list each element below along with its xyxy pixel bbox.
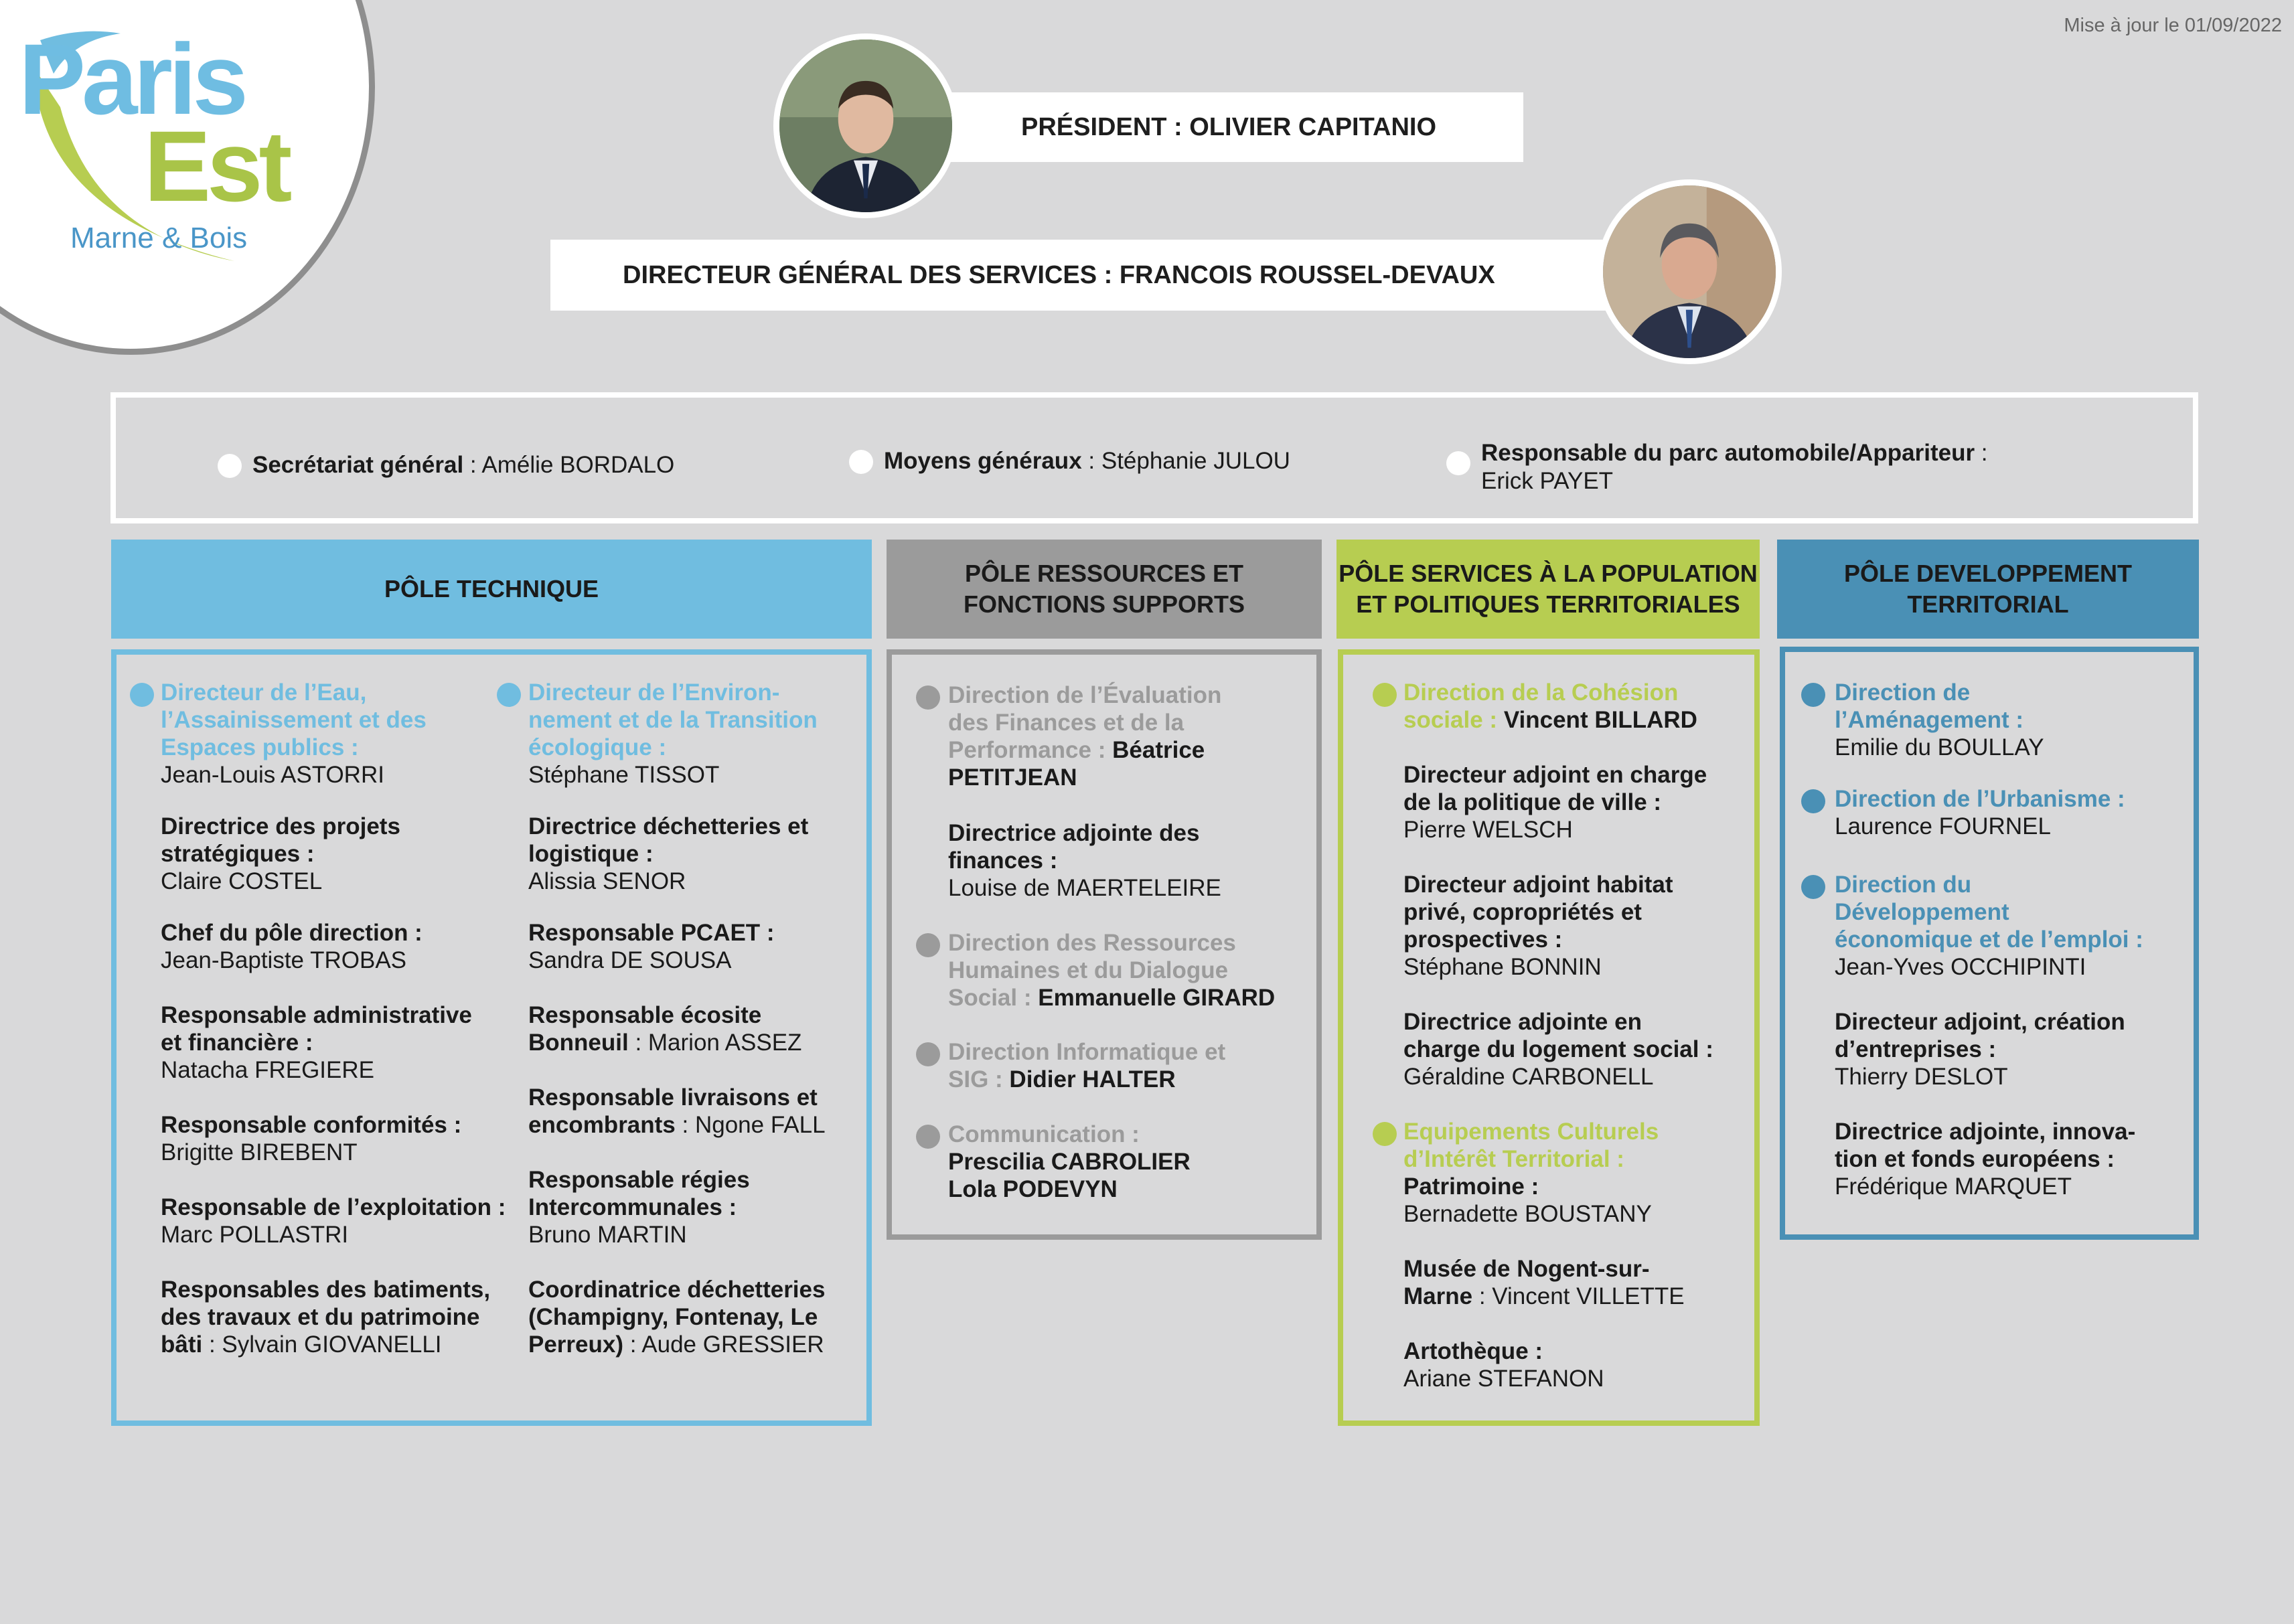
tech-regies-entry: Responsable régies Intercommunales : Bruno MARTIN [528, 1167, 750, 1248]
tech-ecosite-entry: Responsable écosite Bonneuil : Marion ASSEZ [528, 1002, 802, 1056]
person-name: Frédérique MARQUET [1835, 1173, 2072, 1200]
person-name: Prescilia CABROLIER [948, 1149, 1191, 1175]
bullet-icon [1801, 875, 1825, 899]
person-name: Brigitte BIREBENT [161, 1139, 358, 1165]
person-name: Pierre WELSCH [1403, 817, 1573, 843]
person-name: Laurence FOURNEL [1835, 813, 2051, 839]
person-name: Jean-Yves OCCHIPINTI [1835, 954, 2086, 980]
bullet-icon [916, 685, 940, 710]
ress-adjointe-finances-entry: Directrice adjointe des finances : Louise de MAERTELEIRE [948, 820, 1221, 901]
person-name: Béatrice [1112, 737, 1205, 763]
tech-livraisons-entry: Responsable livraisons et encombrants : Ngone FALL [528, 1084, 826, 1138]
president-title: PRÉSIDENT : OLIVIER CAPITANIO [951, 92, 1523, 162]
person-name: Stéphanie JULOU [1101, 448, 1290, 474]
ress-finances-entry: Direction de l’Évaluation des Finances et de la Performance : Béatrice PETITJEAN [948, 682, 1222, 791]
person-name: Sylvain GIOVANELLI [222, 1331, 442, 1358]
moyens-generaux-item: Moyens généraux : Stéphanie JULOU [849, 447, 1290, 475]
person-name: Ariane STEFANON [1403, 1366, 1604, 1392]
bullet-icon [1373, 683, 1397, 707]
person-name: Thierry DESLOT [1835, 1064, 2008, 1090]
tech-eau-entry: Directeur de l’Eau, l’Assainissement et des Espaces publics : Jean-Louis ASTORRI [161, 679, 427, 788]
bullet-icon [1801, 683, 1825, 707]
person-name: Aude GRESSIER [641, 1331, 824, 1358]
person-name: Ngone FALL [694, 1112, 826, 1138]
person-name: Marion ASSEZ [647, 1030, 802, 1056]
person-name: Didier HALTER [1009, 1066, 1176, 1092]
update-date: Mise à jour le 01/09/2022 [2064, 15, 2282, 36]
tech-coordinatrice-entry: Coordinatrice déchetteries (Champigny, Fontenay, Le Perreux) : Aude GRESSIER [528, 1277, 826, 1358]
person-name: Sandra DE SOUSA [528, 947, 732, 973]
person-name: Géraldine CARBONELL [1403, 1064, 1654, 1090]
director-title: DIRECTEUR GÉNÉRAL DES SERVICES : FRANCOIS ROUSSEL-DEVAUX [550, 240, 1608, 311]
person-name: Erick PAYET [1481, 468, 1614, 494]
person-name: PETITJEAN [948, 764, 1077, 791]
director-photo [1597, 179, 1782, 364]
serv-cohesion-entry: Direction de la Cohésion sociale : Vincent BILLARD [1403, 679, 1697, 733]
ress-informatique-entry: Direction Informatique et SIG : Didier HALTER [948, 1039, 1226, 1092]
bullet-icon [497, 683, 521, 707]
role-label: Responsable du parc automobile/Appariteur [1481, 440, 1975, 466]
person-name: Lola PODEVYN [948, 1176, 1118, 1202]
serv-habitat-entry: Directeur adjoint habitat privé, copropriétés et prospectives : Stéphane BONNIN [1403, 872, 1673, 980]
logo-marne-bois: Marne & Bois [70, 222, 248, 254]
person-name: Natacha FREGIERE [161, 1057, 374, 1083]
tech-environnement-entry: Directeur de l’Environ- nement et de la Transition écologique : Stéphane TISSOT [528, 679, 818, 788]
person-name: Vincent BILLARD [1503, 707, 1697, 733]
person-name: Vincent VILLETTE [1492, 1283, 1685, 1309]
bullet-icon [916, 1125, 940, 1149]
bullet-icon [130, 683, 154, 707]
role-label: Moyens généraux [884, 448, 1082, 474]
tech-admin-entry: Responsable administrative et financière : Natacha FREGIERE [161, 1002, 472, 1083]
serv-culturels-entry: Equipements Culturels d’Intérêt Territorial : Patrimoine : Bernadette BOUSTANY [1403, 1119, 1659, 1227]
bullet-icon [916, 933, 940, 957]
pole-technique-header: PÔLE TECHNIQUE [111, 540, 872, 639]
pole-developpement-header: PÔLE DEVELOPPEMENT TERRITORIAL [1777, 540, 2199, 639]
person-name: Bruno MARTIN [528, 1222, 687, 1248]
person-name: Louise de MAERTELEIRE [948, 875, 1221, 901]
tech-exploitation-entry: Responsable de l’exploitation : Marc POLLASTRI [161, 1194, 506, 1248]
person-name: Jean-Louis ASTORRI [161, 762, 384, 788]
pole-services-header: PÔLE SERVICES À LA POPULATION ET POLITIQUES TERRITORIALES [1336, 540, 1760, 639]
secretariat-item: Secrétariat général : Amélie BORDALO [218, 451, 674, 479]
tech-batiments-entry: Responsables des batiments, des travaux et du patrimoine bâti : Sylvain GIOVANELLI [161, 1277, 491, 1358]
person-name: Stéphane TISSOT [528, 762, 720, 788]
tech-dechetteries-entry: Directrice déchetteries et logistique : Alissia SENOR [528, 813, 809, 894]
tech-projets-entry: Directrice des projets stratégiques : Claire COSTEL [161, 813, 400, 894]
pole-ressources-header: PÔLE RESSOURCES ET FONCTIONS SUPPORTS [887, 540, 1322, 639]
dev-fonds-europeens-entry: Directrice adjointe, innova- tion et fonds européens : Frédérique MARQUET [1835, 1119, 2136, 1200]
dev-creation-entry: Directeur adjoint, création d’entreprises : Thierry DESLOT [1835, 1009, 2125, 1090]
dev-amenagement-entry: Direction de l’Aménagement : Emilie du BOULLAY [1835, 679, 2044, 760]
tech-conformites-entry: Responsable conformités : Brigitte BIREBENT [161, 1112, 462, 1165]
dev-urbanisme-entry: Direction de l’Urbanisme : Laurence FOURNEL [1835, 786, 2125, 839]
logo-est: Est [144, 110, 289, 222]
bullet-icon [1801, 789, 1825, 813]
role-label: Secrétariat général [252, 452, 464, 478]
bullet-icon [218, 454, 242, 478]
paris-est-logo [13, 13, 321, 268]
president-photo [773, 33, 958, 218]
bullet-icon [1373, 1122, 1397, 1146]
person-name: Stéphane BONNIN [1403, 954, 1602, 980]
bullet-icon [1446, 451, 1470, 475]
logo-paris: Paris [19, 23, 244, 135]
person-name: Alissia SENOR [528, 868, 686, 894]
general-services-box [110, 392, 2198, 523]
person-name: Jean-Baptiste TROBAS [161, 947, 407, 973]
bullet-icon [916, 1042, 940, 1066]
tech-pcaet-entry: Responsable PCAET : Sandra DE SOUSA [528, 920, 775, 973]
person-name: Marc POLLASTRI [161, 1222, 349, 1248]
serv-musee-entry: Musée de Nogent-sur- Marne : Vincent VILLETTE [1403, 1256, 1685, 1309]
ress-communication-entry: Communication : Prescilia CABROLIER Lola PODEVYN [948, 1121, 1191, 1202]
serv-logement-entry: Directrice adjointe en charge du logement social : Géraldine CARBONELL [1403, 1009, 1713, 1090]
ress-rh-entry: Direction des Ressources Humaines et du Dialogue Social : Emmanuelle GIRARD [948, 930, 1276, 1011]
parc-automobile-item: Responsable du parc automobile/Appariteur : Erick PAYET [1446, 439, 1988, 495]
serv-politique-ville-entry: Directeur adjoint en charge de la politique de ville : Pierre WELSCH [1403, 762, 1707, 843]
bullet-icon [849, 450, 873, 474]
person-name: Emilie du BOULLAY [1835, 734, 2044, 760]
person-name: Bernadette BOUSTANY [1403, 1201, 1652, 1227]
person-name: Claire COSTEL [161, 868, 323, 894]
dev-economique-entry: Direction du Développement économique et de l’emploi : Jean-Yves OCCHIPINTI [1835, 872, 2143, 980]
person-name: Emmanuelle GIRARD [1038, 985, 1276, 1011]
tech-chef-entry: Chef du pôle direction : Jean-Baptiste TROBAS [161, 920, 423, 973]
serv-artotheque-entry: Artothèque : Ariane STEFANON [1403, 1338, 1604, 1392]
person-name: Amélie BORDALO [481, 452, 675, 478]
